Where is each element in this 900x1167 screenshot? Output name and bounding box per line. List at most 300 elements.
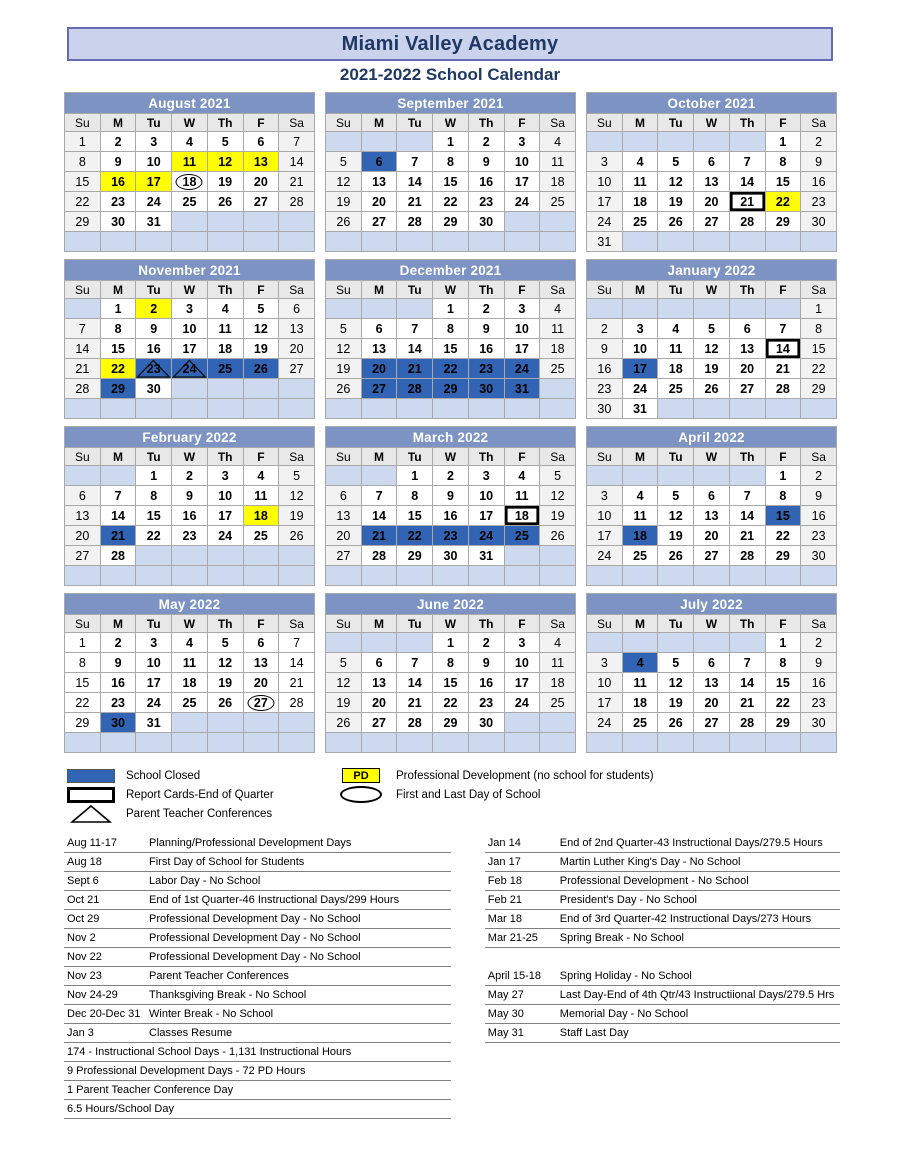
calendar-day xyxy=(658,673,694,693)
empty-cell xyxy=(361,466,397,486)
calendar-day xyxy=(694,319,730,339)
calendar-day xyxy=(622,653,658,673)
day-number: 7 xyxy=(114,488,122,503)
calendar-day xyxy=(468,299,504,319)
day-number: 7 xyxy=(375,488,383,503)
empty-cell xyxy=(100,399,136,419)
calendar-day xyxy=(243,506,279,526)
calendar-day xyxy=(172,339,208,359)
day-number: 15 xyxy=(443,341,458,356)
note-row xyxy=(64,967,451,986)
calendar-day xyxy=(587,232,623,252)
calendar-day xyxy=(172,319,208,339)
calendar-day xyxy=(433,132,469,152)
empty-cell xyxy=(587,733,623,753)
day-number: 31 xyxy=(633,401,647,416)
dow-header: M xyxy=(361,281,397,299)
empty-cell xyxy=(65,399,101,419)
day-number: 3 xyxy=(482,468,490,483)
calendar-day xyxy=(65,633,101,653)
empty-cell xyxy=(433,566,469,586)
note-text: Labor Day - No School xyxy=(149,875,261,887)
day-number: 22 xyxy=(443,361,458,376)
empty-cell xyxy=(540,399,576,419)
calendar-day xyxy=(243,526,279,546)
calendar-day xyxy=(801,673,837,693)
empty-cell xyxy=(361,399,397,419)
calendar-day xyxy=(622,526,658,546)
day-number: 20 xyxy=(253,174,268,189)
dow-header: M xyxy=(622,281,658,299)
note-date: Aug 18 xyxy=(67,856,102,868)
dow-header: Th xyxy=(207,615,243,633)
calendar-day xyxy=(172,506,208,526)
day-number: 17 xyxy=(633,361,647,376)
day-number: 25 xyxy=(253,528,268,543)
calendar-day xyxy=(207,319,243,339)
calendar-day xyxy=(279,299,315,319)
day-number: 5 xyxy=(221,134,229,149)
day-number: 22 xyxy=(811,361,826,376)
empty-cell xyxy=(326,633,362,653)
empty-cell xyxy=(694,399,730,419)
day-number: 16 xyxy=(443,508,458,523)
day-number: 16 xyxy=(111,174,125,189)
calendar-day xyxy=(433,633,469,653)
day-number: 12 xyxy=(218,154,233,169)
day-number: 16 xyxy=(597,361,612,376)
note-date: Nov 22 xyxy=(67,951,102,963)
calendar-day xyxy=(801,546,837,566)
day-number: 4 xyxy=(518,468,526,483)
calendar-day xyxy=(397,319,433,339)
calendar-day xyxy=(694,526,730,546)
day-number: 18 xyxy=(550,675,565,690)
calendar-day xyxy=(433,506,469,526)
empty-cell xyxy=(243,232,279,252)
empty-cell xyxy=(397,299,433,319)
calendar-day xyxy=(801,466,837,486)
calendar-day xyxy=(729,379,765,399)
day-number: 3 xyxy=(150,134,158,149)
calendar-day xyxy=(361,713,397,733)
calendar-day xyxy=(326,486,362,506)
empty-cell xyxy=(100,232,136,252)
day-number: 3 xyxy=(518,134,526,149)
calendar-day xyxy=(587,673,623,693)
day-number: 6 xyxy=(257,635,265,650)
day-number: 2 xyxy=(446,468,454,483)
dow-header: Tu xyxy=(658,281,694,299)
day-number: 4 xyxy=(554,134,562,149)
summary-row xyxy=(64,1081,451,1100)
calendar-day xyxy=(540,152,576,172)
day-number: 16 xyxy=(811,675,826,690)
calendar-day xyxy=(765,132,801,152)
day-number: 31 xyxy=(146,214,161,229)
dow-header: W xyxy=(172,281,208,299)
legend-label: Report Cards-End of Quarter xyxy=(126,788,274,801)
note-date: Jan 3 xyxy=(67,1027,94,1039)
calendar-day xyxy=(136,299,172,319)
day-number: 28 xyxy=(740,214,755,229)
report-cards-swatch xyxy=(67,787,115,803)
day-number: 5 xyxy=(339,321,347,336)
day-number: 12 xyxy=(704,341,719,356)
day-number: 5 xyxy=(339,655,347,670)
empty-cell xyxy=(540,713,576,733)
calendar-day xyxy=(587,192,623,212)
calendar-day xyxy=(765,713,801,733)
calendar-title: 2021-2022 School Calendar xyxy=(339,65,561,84)
day-number: 8 xyxy=(779,154,787,169)
dow-header: Th xyxy=(729,281,765,299)
calendar-day xyxy=(468,633,504,653)
calendar-day xyxy=(504,466,540,486)
calendar-day xyxy=(801,526,837,546)
note-row xyxy=(485,872,840,891)
calendar-day xyxy=(468,693,504,713)
calendar-day xyxy=(326,653,362,673)
calendar-day xyxy=(694,379,730,399)
month-title: January 2022 xyxy=(587,260,837,281)
calendar-day xyxy=(397,212,433,232)
calendar-day xyxy=(765,653,801,673)
dow-header: Tu xyxy=(136,281,172,299)
calendar-day xyxy=(694,506,730,526)
calendar-day xyxy=(279,339,315,359)
calendar-day xyxy=(100,713,136,733)
day-number: 2 xyxy=(482,301,490,316)
calendar-day xyxy=(361,339,397,359)
note-text: Spring Holiday - No School xyxy=(559,970,692,982)
dow-header: Sa xyxy=(540,114,576,132)
calendar-day xyxy=(136,466,172,486)
empty-cell xyxy=(65,566,101,586)
note-date: Feb 21 xyxy=(487,894,523,906)
calendar-day xyxy=(65,212,101,232)
day-number: 11 xyxy=(551,655,565,670)
summary-row xyxy=(64,1043,451,1062)
day-number: 21 xyxy=(407,194,422,209)
day-number: 23 xyxy=(111,695,125,710)
note-text: First Day of School for Students xyxy=(149,856,305,868)
empty-cell xyxy=(65,299,101,319)
empty-cell xyxy=(326,232,362,252)
empty-cell xyxy=(361,733,397,753)
day-number: 12 xyxy=(336,174,351,189)
dow-header: M xyxy=(361,114,397,132)
empty-cell xyxy=(207,399,243,419)
calendar-day xyxy=(397,486,433,506)
calendar-day xyxy=(765,486,801,506)
day-number: 10 xyxy=(182,321,197,336)
day-number: 6 xyxy=(339,488,347,503)
note-row xyxy=(64,891,451,910)
note-text: Planning/Professional Development Days xyxy=(149,837,352,849)
day-number: 17 xyxy=(597,194,612,209)
calendar-day xyxy=(207,172,243,192)
calendar-day xyxy=(361,673,397,693)
day-number: 1 xyxy=(446,635,454,650)
calendar-day xyxy=(279,633,315,653)
calendar-day xyxy=(587,653,623,673)
calendar-day xyxy=(100,526,136,546)
day-number: 10 xyxy=(597,675,612,690)
calendar-day xyxy=(540,319,576,339)
day-number: 15 xyxy=(75,174,90,189)
day-number: 8 xyxy=(446,154,454,169)
empty-cell xyxy=(326,733,362,753)
calendar-day xyxy=(243,359,279,379)
calendar-day xyxy=(765,693,801,713)
empty-cell xyxy=(279,379,315,399)
day-number: 16 xyxy=(146,341,161,356)
calendar-day xyxy=(658,486,694,506)
calendar-day xyxy=(279,653,315,673)
day-number: 7 xyxy=(743,488,751,503)
day-number: 23 xyxy=(111,194,125,209)
day-number: 15 xyxy=(443,675,458,690)
note-text: Professional Development - No School xyxy=(559,875,749,887)
month-december-2021 xyxy=(325,259,576,419)
empty-cell xyxy=(540,733,576,753)
day-number: 25 xyxy=(633,214,647,229)
day-number: 5 xyxy=(221,635,229,650)
day-number: 13 xyxy=(372,174,386,189)
day-number: 30 xyxy=(111,214,125,229)
day-number: 4 xyxy=(185,134,193,149)
dow-header: Sa xyxy=(279,448,315,466)
calendar-day xyxy=(801,339,837,359)
empty-cell xyxy=(172,232,208,252)
day-number: 6 xyxy=(707,488,715,503)
empty-cell xyxy=(100,566,136,586)
empty-cell xyxy=(326,299,362,319)
day-number: 1 xyxy=(779,134,787,149)
day-number: 13 xyxy=(289,321,304,336)
calendar-day xyxy=(622,713,658,733)
calendar-day xyxy=(587,486,623,506)
calendar-day xyxy=(136,192,172,212)
empty-cell xyxy=(540,379,576,399)
day-number: 13 xyxy=(740,341,755,356)
calendar-day xyxy=(243,633,279,653)
calendar-day xyxy=(765,633,801,653)
dow-header: Tu xyxy=(136,448,172,466)
day-number: 10 xyxy=(597,174,612,189)
dow-header: Sa xyxy=(279,615,315,633)
day-number: 17 xyxy=(146,675,161,690)
empty-cell xyxy=(504,546,540,566)
dow-header: Th xyxy=(729,114,765,132)
calendar-day xyxy=(433,319,469,339)
day-number: 11 xyxy=(633,508,647,523)
day-number: 17 xyxy=(514,174,529,189)
dow-header: Su xyxy=(326,281,362,299)
day-number: 5 xyxy=(672,488,680,503)
calendar-day xyxy=(279,319,315,339)
day-number: 9 xyxy=(482,655,490,670)
day-number: 2 xyxy=(114,134,122,149)
calendar-day xyxy=(207,673,243,693)
day-number: 25 xyxy=(550,695,565,710)
month-january-2022 xyxy=(586,259,837,419)
empty-cell xyxy=(658,566,694,586)
calendar-day xyxy=(468,212,504,232)
day-number: 22 xyxy=(443,695,458,710)
day-number: 4 xyxy=(672,321,680,336)
calendar-day xyxy=(136,359,172,379)
day-number: 21 xyxy=(775,361,790,376)
day-number: 9 xyxy=(150,321,158,336)
day-number: 6 xyxy=(78,488,86,503)
day-number: 23 xyxy=(479,695,494,710)
day-number: 5 xyxy=(257,301,265,316)
day-number: 24 xyxy=(514,194,529,209)
empty-cell xyxy=(326,399,362,419)
calendar-day xyxy=(504,192,540,212)
calendar-day xyxy=(136,319,172,339)
day-number: 28 xyxy=(407,381,422,396)
calendar-day xyxy=(136,172,172,192)
day-number: 17 xyxy=(479,508,494,523)
empty-cell xyxy=(765,566,801,586)
dow-header: Sa xyxy=(540,615,576,633)
empty-cell xyxy=(504,733,540,753)
dow-header: Sa xyxy=(801,615,837,633)
calendar-day xyxy=(243,319,279,339)
day-number: 11 xyxy=(551,321,565,336)
calendar-day xyxy=(504,319,540,339)
empty-cell xyxy=(694,566,730,586)
empty-cell xyxy=(397,232,433,252)
empty-cell xyxy=(468,733,504,753)
calendar-day xyxy=(540,506,576,526)
day-number: 17 xyxy=(182,341,197,356)
calendar-day xyxy=(397,172,433,192)
empty-cell xyxy=(361,232,397,252)
notes-right-column xyxy=(485,834,840,1119)
calendar-day xyxy=(326,359,362,379)
day-number: 24 xyxy=(597,214,612,229)
calendar-day xyxy=(100,673,136,693)
empty-cell xyxy=(361,299,397,319)
day-number: 28 xyxy=(111,548,125,563)
calendar-day xyxy=(468,132,504,152)
day-number: 13 xyxy=(372,675,386,690)
empty-cell xyxy=(694,299,730,319)
day-number: 11 xyxy=(633,174,647,189)
empty-cell xyxy=(587,299,623,319)
empty-cell xyxy=(172,546,208,566)
summary-row xyxy=(64,1100,451,1119)
calendar-day xyxy=(694,693,730,713)
empty-cell xyxy=(361,633,397,653)
calendar-day xyxy=(504,339,540,359)
day-number: 14 xyxy=(740,675,755,690)
day-number: 11 xyxy=(218,321,232,336)
calendar-day xyxy=(801,713,837,733)
day-number: 4 xyxy=(554,301,562,316)
day-number: 24 xyxy=(218,528,233,543)
calendar-day xyxy=(243,172,279,192)
calendar-day xyxy=(433,339,469,359)
calendar-day xyxy=(100,339,136,359)
day-number: 15 xyxy=(775,174,790,189)
day-number: 11 xyxy=(254,488,268,503)
month-june-2022 xyxy=(325,593,576,753)
calendar-day xyxy=(65,319,101,339)
note-date: Jan 17 xyxy=(487,856,521,868)
note-text: End of 1st Quarter-46 Instructional Days/299 Hours xyxy=(149,894,400,906)
calendar-day xyxy=(279,192,315,212)
day-number: 2 xyxy=(482,635,490,650)
day-number: 13 xyxy=(75,508,90,523)
summary-text: 9 Professional Development Days - 72 PD Hours xyxy=(67,1065,306,1077)
day-number: 29 xyxy=(775,548,790,563)
day-number: 19 xyxy=(336,695,351,710)
calendar-day xyxy=(172,132,208,152)
day-number: 28 xyxy=(289,194,304,209)
calendar-day xyxy=(587,172,623,192)
calendar-day xyxy=(172,693,208,713)
day-number: 2 xyxy=(600,321,608,336)
calendar-day xyxy=(587,506,623,526)
day-number: 15 xyxy=(146,508,161,523)
dow-header: Tu xyxy=(397,281,433,299)
day-number: 9 xyxy=(482,321,490,336)
note-date: Mar 18 xyxy=(487,913,523,925)
day-number: 27 xyxy=(289,361,304,376)
calendar-day xyxy=(397,359,433,379)
calendar-day xyxy=(207,526,243,546)
calendar-day xyxy=(587,152,623,172)
empty-cell xyxy=(207,546,243,566)
day-number: 16 xyxy=(479,675,494,690)
empty-cell xyxy=(397,733,433,753)
month-title: April 2022 xyxy=(587,427,837,448)
empty-cell xyxy=(172,212,208,232)
calendar-day xyxy=(694,212,730,232)
day-number: 10 xyxy=(514,655,529,670)
day-number: 14 xyxy=(75,341,90,356)
day-number: 13 xyxy=(704,508,719,523)
day-number: 9 xyxy=(185,488,193,503)
calendar-day xyxy=(172,466,208,486)
day-number: 12 xyxy=(253,321,268,336)
dow-header: W xyxy=(433,114,469,132)
calendar-day xyxy=(243,486,279,506)
calendar-day xyxy=(100,506,136,526)
empty-cell xyxy=(279,713,315,733)
calendar-day xyxy=(729,693,765,713)
empty-cell xyxy=(279,232,315,252)
note-row xyxy=(485,929,840,948)
dow-header: W xyxy=(694,448,730,466)
dow-header: F xyxy=(504,615,540,633)
empty-cell xyxy=(468,399,504,419)
calendar-day xyxy=(65,359,101,379)
day-number: 12 xyxy=(668,174,683,189)
day-number: 25 xyxy=(218,361,233,376)
empty-cell xyxy=(136,399,172,419)
calendar-day xyxy=(172,486,208,506)
empty-cell xyxy=(658,232,694,252)
empty-cell xyxy=(243,713,279,733)
dow-header: Sa xyxy=(801,281,837,299)
month-november-2021 xyxy=(64,259,315,419)
